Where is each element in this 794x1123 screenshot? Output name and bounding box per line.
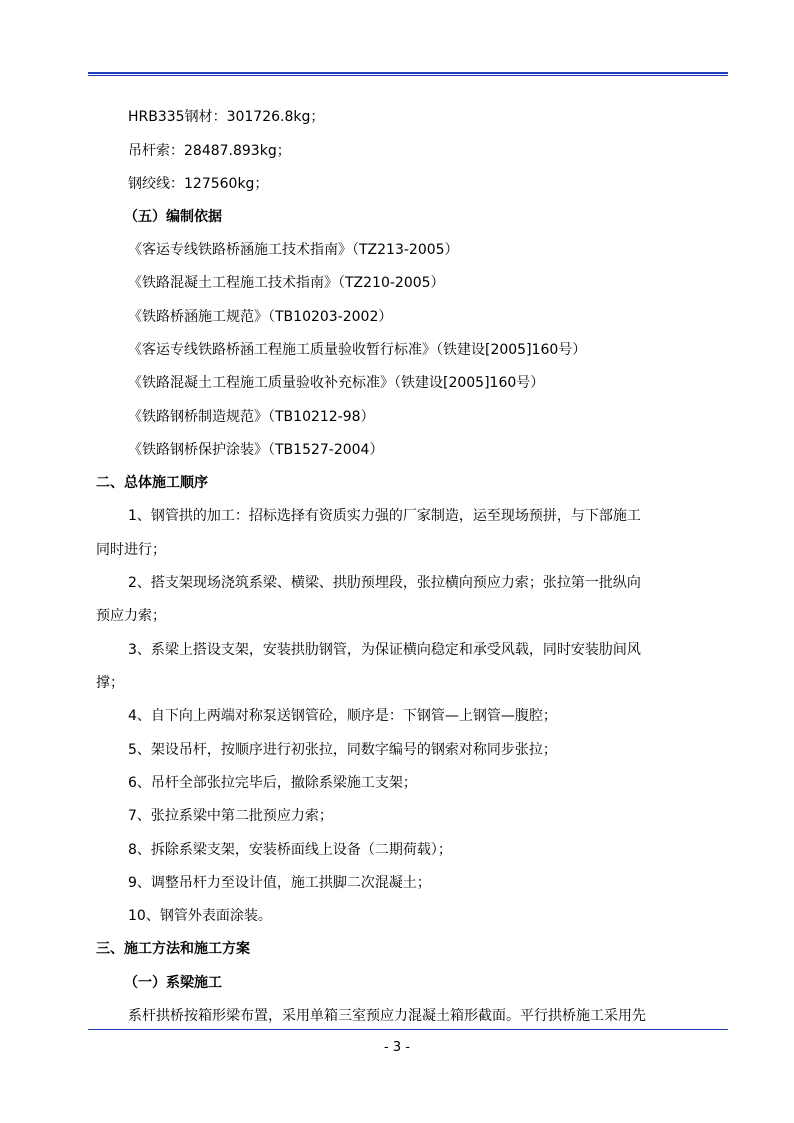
step-text: 9、调整吊杆力至设计值，施工拱脚二次混凝土；	[128, 875, 431, 891]
body-paragraph: 系杆拱桥按箱形梁布置，采用单箱三室预应力混凝土箱形截面。平行拱桥施工采用先	[128, 1008, 646, 1024]
step-text: 10、钢管外表面涂装。	[128, 908, 272, 924]
reference-item: 《铁路混凝土工程施工质量验收补充标准》（铁建设[2005]160号）	[128, 375, 545, 391]
reference-item: 《客运专线铁路桥涵施工技术指南》（TZ213-2005）	[128, 242, 459, 258]
reference-item: 《客运专线铁路桥涵工程施工质量验收暂行标准》（铁建设[2005]160号）	[128, 342, 587, 358]
step-text: 撑；	[96, 675, 124, 691]
step-text: 3、系梁上搭设支架，安装拱肋钢管，为保证横向稳定和承受风载，同时安装肋间风	[128, 642, 641, 658]
reference-item: 《铁路钢桥制造规范》（TB10212-98）	[128, 409, 375, 425]
step-text: 6、吊杆全部张拉完毕后，撤除系梁施工支架；	[128, 775, 417, 791]
step-text: 预应力索；	[96, 608, 166, 624]
step-text: 5、架设吊杆，按顺序进行初张拉，同数字编号的钢索对称同步张拉；	[128, 742, 557, 758]
page-number: - 3 -	[384, 1040, 410, 1055]
reference-item: 《铁路混凝土工程施工技术指南》（TZ210-2005）	[128, 275, 445, 291]
step-text: 同时进行；	[96, 542, 166, 558]
section-heading: （五）编制依据	[124, 209, 222, 225]
section-heading: 三、施工方法和施工方案	[96, 941, 250, 957]
reference-item: 《铁路钢桥保护涂装》（TB1527-2004）	[128, 442, 384, 458]
step-text: 1、钢管拱的加工：招标选择有资质实力强的厂家制造，运至现场预拼，与下部施工	[128, 508, 641, 524]
subsection-heading: （一）系梁施工	[124, 975, 222, 991]
material-line: 钢绞线：127560kg；	[128, 176, 269, 192]
reference-item: 《铁路桥涵施工规范》（TB10203-2002）	[128, 309, 393, 325]
step-text: 8、拆除系梁支架，安装桥面线上设备（二期荷载）；	[128, 842, 452, 858]
material-line: 吊杆索：28487.893kg；	[128, 143, 291, 159]
step-text: 2、搭支架现场浇筑系梁、横梁、拱肋预埋段，张拉横向预应力索；张拉第一批纵向	[128, 575, 641, 591]
section-heading: 二、总体施工顺序	[96, 475, 208, 491]
step-text: 7、张拉系梁中第二批预应力索；	[128, 808, 333, 824]
footer-rule	[88, 1029, 728, 1030]
header-rule	[88, 72, 728, 76]
material-line: HRB335钢材：301726.8kg；	[128, 109, 325, 125]
step-text: 4、自下向上两端对称泵送钢管砼，顺序是：下钢管—上钢管—腹腔；	[128, 708, 557, 724]
